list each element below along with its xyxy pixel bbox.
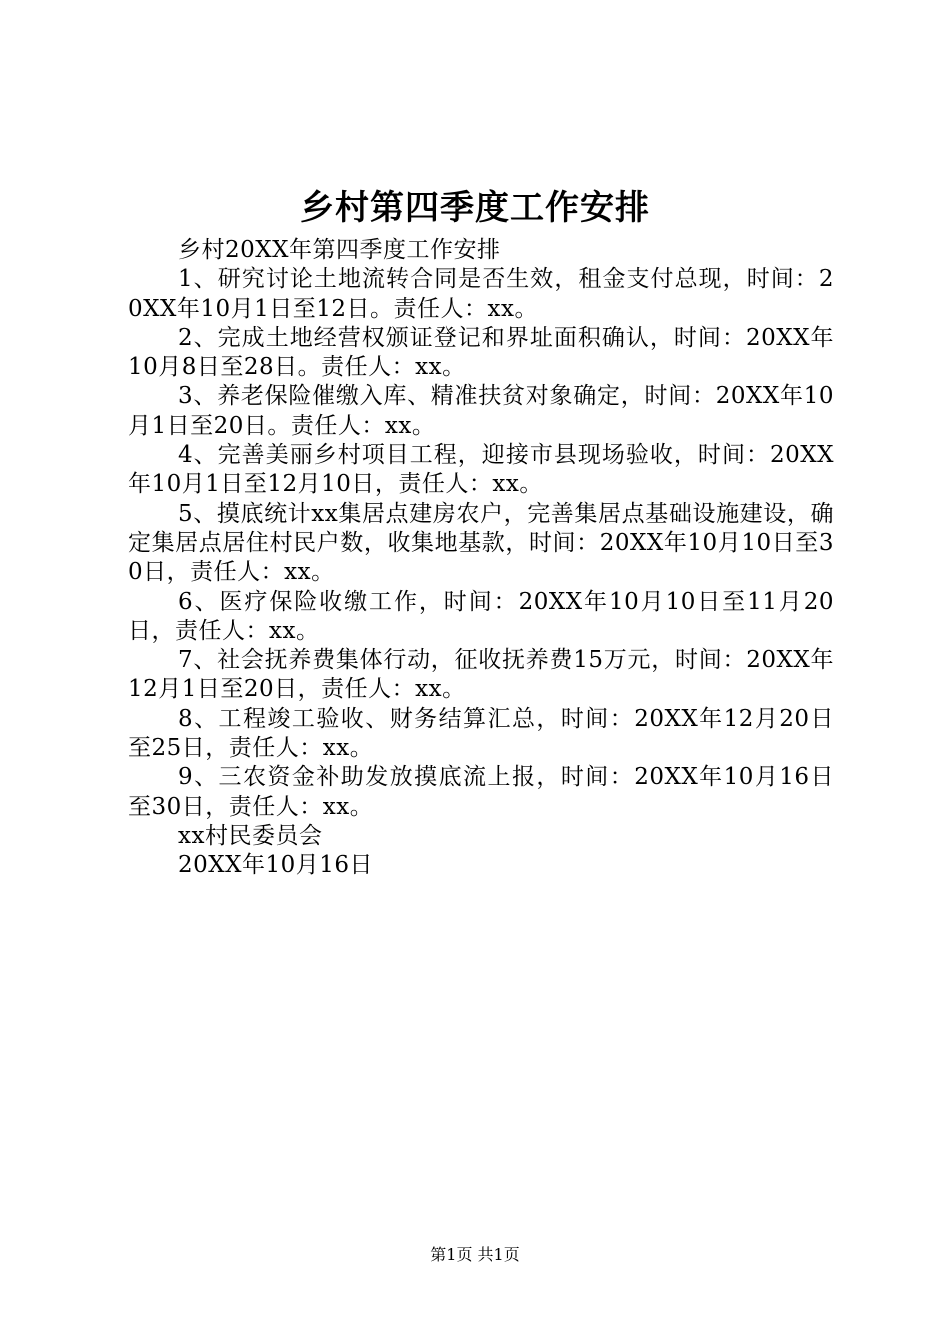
list-item: 2、完成土地经营权颁证登记和界址面积确认，时间：20XX年10月8日至28日。责任人：xx。 — [128, 324, 834, 381]
page-footer: 第1页 共1页 — [430, 1245, 520, 1264]
list-item: 7、社会抚养费集体行动，征收抚养费15万元，时间：20XX年12月1日至20日，责任人：xx。 — [128, 647, 834, 703]
list-item: 1、研究讨论土地流转合同是否生效，租金支付总现，时间：20XX年10月1日至12日。责任人：xx。 — [128, 266, 834, 322]
list-item: 3、养老保险催缴入库、精准扶贫对象确定，时间：20XX年10月1日至20日。责任人：xx。 — [128, 383, 834, 439]
document-body — [128, 236, 834, 881]
document-subtitle: 乡村20XX年第四季度工作安排 — [178, 237, 501, 263]
list-item: 5、摸底统计xx集居点建房农户，完善集居点基础设施建设，确定集居点居住村民户数，收集地基款，时间：20XX年10月10日至30日，责任人：xx。 — [128, 500, 834, 586]
document-date: 20XX年10月16日 — [178, 852, 374, 879]
document-title: 乡村第四季度工作安排 — [300, 188, 650, 228]
list-item: 9、三农资金补助发放摸底流上报，时间：20XX年10月16日至30日，责任人：xx。 — [128, 764, 834, 820]
list-item: 4、完善美丽乡村项目工程，迎接市县现场验收，时间：20XX年10月1日至12月10日，责任人：xx。 — [128, 442, 834, 498]
list-item: 8、工程竣工验收、财务结算汇总，时间：20XX年12月20日至25日，责任人：xx。 — [128, 705, 834, 762]
signature: xx村民委员会 — [178, 822, 323, 849]
list-item: 6、医疗保险收缴工作，时间：20XX年10月10日至11月20日，责任人：xx。 — [128, 588, 834, 644]
